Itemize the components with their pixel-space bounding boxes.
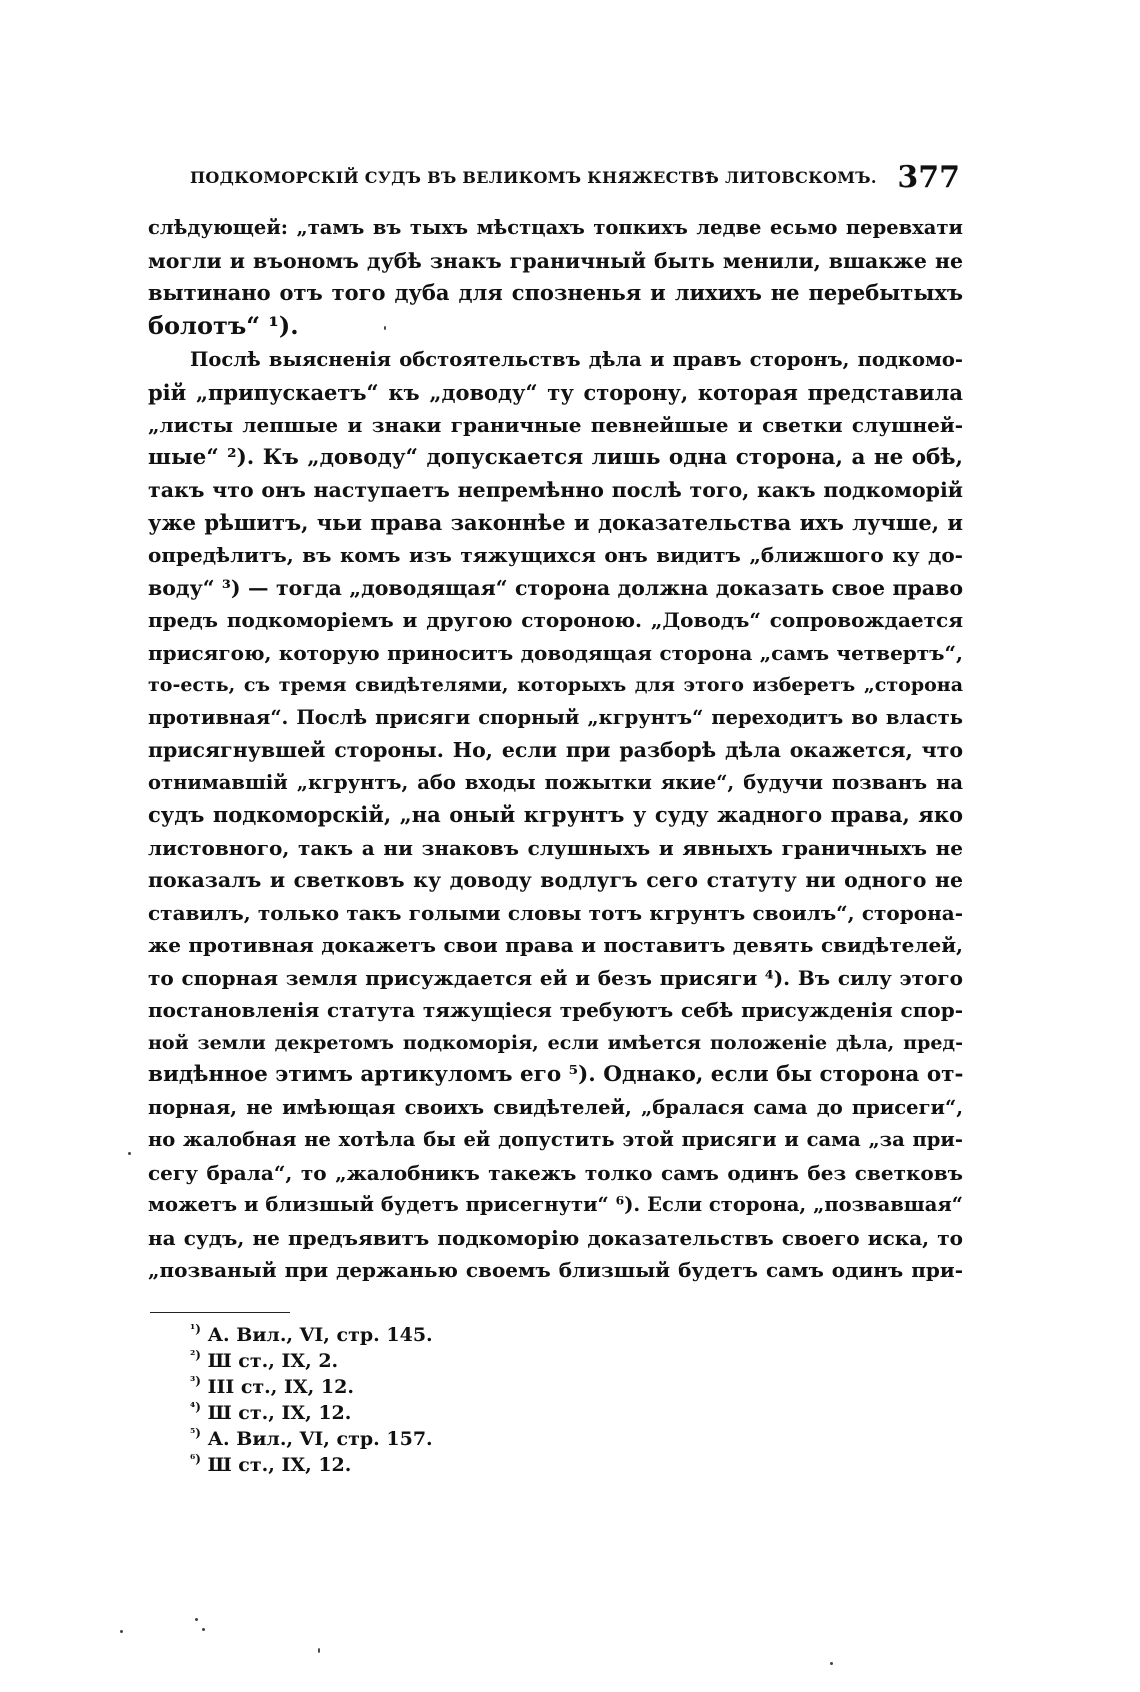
text-line: противная“. Послѣ присяги спорный „кгрунтъ“ переходитъ во власть (148, 705, 963, 729)
text-line: то-есть, съ тремя свидѣтелями, которыхъ для этого изберетъ „сторона (148, 674, 963, 696)
text-line: „листы лепшые и знаки граничные певнейшые и светки слушней- (148, 413, 963, 437)
text-line: присягнувшей стороны. Но, если при разборѣ дѣла окажется, что (148, 738, 963, 762)
text-line: порная, не имѣющая своихъ свидѣтелей, „бралася сама до присеги“, (148, 1095, 963, 1119)
footnote (190, 1374, 590, 1400)
text-line: „позваный при держанью своемъ близшый будетъ самъ одинъ при- (148, 1258, 963, 1282)
text-line: ной земли декретомъ подкоморія, если имѣется положеніе дѣла, пред- (148, 1031, 963, 1054)
text-line: уже рѣшитъ, чьи права законнѣе и доказательства ихъ лучше, и (148, 509, 963, 535)
footnote (190, 1400, 590, 1426)
text-line: вытинано отъ того дуба для спозненья и лихихъ не перебытыхъ (148, 280, 963, 305)
paragraph-first-line: Послѣ выясненія обстоятельствъ дѣла и правъ сторонъ, подкомо- (190, 348, 963, 371)
footnote-text: А. Вил., VI, стр. 145. (207, 1324, 433, 1346)
footnote-mark: ³) (190, 1374, 201, 1388)
text-line: но жалобная не хотѣла бы ей допустить этой присяги и сама „за при- (148, 1128, 963, 1151)
body-text (148, 212, 963, 1287)
text-line: судъ подкоморскій, „на оный кгрунтъ у суду жадного права, яко (148, 802, 963, 827)
footnote-mark: ²) (190, 1348, 201, 1362)
text-line: можетъ и близшый будетъ присегнути“ ⁶). Если сторона, „позвавшая“ (148, 1193, 963, 1216)
footnote-text: Ш ст., IX, 2. (207, 1350, 339, 1372)
footnote-text: А. Вил., VI, стр. 157. (207, 1428, 433, 1450)
scan-speck (830, 1662, 833, 1665)
scan-speck (384, 326, 386, 330)
running-title: ПОДКОМОРСКІЙ СУДЪ ВЪ ВЕЛИКОМЪ КНЯЖЕСТВѢ ЛИТОВСКОМЪ. (190, 168, 877, 187)
text-line: присягою, которую приноситъ доводящая сторона „самъ четвертъ“, (148, 640, 963, 665)
text-line: такъ что онъ наступаетъ непремѣнно послѣ того, какъ подкоморій (148, 478, 963, 502)
text-line: могли и въономъ дубѣ знакъ граничный быть менили, вшакже не (148, 248, 963, 273)
text-line: шые“ ²). Къ „доводу“ допускается лишь одна сторона, а не обѣ, (148, 444, 963, 470)
footnote (190, 1322, 590, 1348)
scan-speck (202, 1628, 205, 1631)
scan-speck (128, 1152, 131, 1155)
footnote (190, 1426, 590, 1452)
footnote (190, 1348, 590, 1374)
text-line: опредѣлитъ, въ комъ изъ тяжущихся онъ видитъ „ближшого ку до- (148, 543, 963, 567)
footnote-text: Ш ст., IX, 12. (207, 1454, 352, 1476)
footnote-mark: ⁵) (190, 1426, 201, 1440)
text-line: видѣнное этимъ артикуломъ его ⁵). Однако, если бы сторона от- (148, 1062, 963, 1087)
footnote-text: Ш ст., IX, 12. (207, 1402, 352, 1424)
text-line: воду“ ³) — тогда „доводящая“ сторона должна доказать свое право (148, 575, 963, 600)
footnote-divider (150, 1312, 290, 1313)
text-line: отнимавшій „кгрунтъ, або входы пожытки якие“, будучи позванъ на (148, 770, 963, 794)
text-line: постановленія статута тяжущіеся требуютъ себѣ присужденія спор- (148, 998, 963, 1022)
text-line: сегу брала“, то „жалобникъ такежъ толко самъ одинъ без светковъ (148, 1160, 963, 1185)
text-line: рій „припускаетъ“ къ „доводу“ ту сторону, которая представила (148, 379, 963, 405)
footnote-text: III ст., IX, 12. (207, 1376, 354, 1398)
text-line: ставилъ, только такъ голыми словы тотъ кгрунтъ своилъ“, сторона- (148, 900, 963, 925)
footnotes (190, 1322, 590, 1478)
text-line: то спорная земля присуждается ей и безъ присяги ⁴). Въ силу этого (148, 965, 963, 990)
running-head (190, 160, 960, 200)
text-line: слѣдующей: „тамъ въ тыхъ мѣстцахъ топкихъ ледве есьмо перевхати (148, 216, 963, 239)
text-line: болотъ“ ¹). (148, 310, 299, 340)
scan-speck (195, 1618, 198, 1621)
footnote (190, 1452, 590, 1478)
footnote-mark: ¹) (190, 1322, 201, 1336)
text-line: показалъ и светковъ ку доводу водлугъ сего статуту ни одного не (148, 868, 963, 892)
text-line: на судъ, не предъявитъ подкоморію доказательствъ своего иска, то (148, 1225, 963, 1250)
footnote-mark: ⁶) (190, 1452, 201, 1466)
text-line: листовного, такъ а ни знаковъ слушныхъ и явныхъ граничныхъ не (148, 835, 963, 860)
page-number: 377 (897, 160, 960, 195)
scan-speck (120, 1630, 123, 1633)
scan-speck (318, 1648, 320, 1653)
text-line: предъ подкоморіемъ и другою стороною. „Доводъ“ сопровождается (148, 608, 963, 632)
footnote-mark: ⁴) (190, 1400, 201, 1414)
text-line: же противная докажетъ свои права и поставитъ девять свидѣтелей, (148, 933, 963, 957)
